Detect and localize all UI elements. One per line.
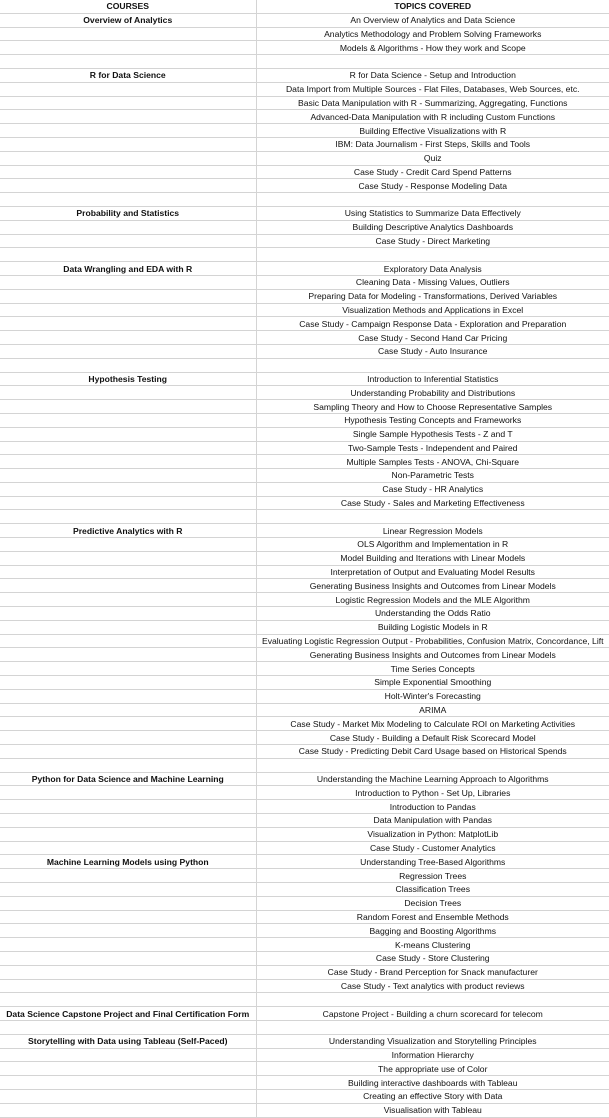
topic-cell[interactable]: Quiz bbox=[256, 151, 609, 165]
topic-cell[interactable] bbox=[256, 193, 609, 207]
table-row bbox=[0, 358, 609, 372]
table-row bbox=[0, 275, 609, 289]
course-cell[interactable] bbox=[0, 551, 256, 565]
topic-cell[interactable]: Generating Business Insights and Outcomes from Linear Models bbox=[256, 579, 609, 593]
topic-cell[interactable]: Evaluating Logistic Regression Output - Probabilities, Confusion Matrix, Concordance, Lift bbox=[256, 634, 609, 648]
course-cell[interactable] bbox=[0, 1062, 256, 1076]
course-rows bbox=[0, 13, 609, 1117]
topic-cell[interactable]: Building Descriptive Analytics Dashboards bbox=[256, 220, 609, 234]
course-cell[interactable] bbox=[0, 41, 256, 55]
course-cell[interactable] bbox=[0, 427, 256, 441]
course-cell[interactable] bbox=[0, 179, 256, 193]
topic-cell[interactable] bbox=[256, 358, 609, 372]
table-row bbox=[0, 524, 609, 538]
topic-cell[interactable]: Random Forest and Ensemble Methods bbox=[256, 910, 609, 924]
topic-cell[interactable]: The appropriate use of Color bbox=[256, 1062, 609, 1076]
table-row bbox=[0, 883, 609, 897]
table-row bbox=[0, 289, 609, 303]
course-cell[interactable] bbox=[0, 137, 256, 151]
table-row bbox=[0, 27, 609, 41]
topic-cell[interactable] bbox=[256, 248, 609, 262]
course-cell[interactable] bbox=[0, 289, 256, 303]
course-cell[interactable] bbox=[0, 193, 256, 207]
course-cell[interactable] bbox=[0, 1076, 256, 1090]
topic-cell[interactable]: Analytics Methodology and Problem Solving Frameworks bbox=[256, 27, 609, 41]
table-row bbox=[0, 579, 609, 593]
course-cell[interactable] bbox=[0, 441, 256, 455]
topic-cell[interactable]: Case Study - Credit Card Spend Patterns bbox=[256, 165, 609, 179]
course-cell[interactable] bbox=[0, 689, 256, 703]
topic-cell[interactable]: Case Study - Building a Default Risk Scorecard Model bbox=[256, 731, 609, 745]
topic-cell[interactable]: Case Study - Second Hand Car Pricing bbox=[256, 331, 609, 345]
course-cell[interactable] bbox=[0, 703, 256, 717]
table-row bbox=[0, 151, 609, 165]
table-row bbox=[0, 689, 609, 703]
topic-cell[interactable]: Holt-Winter's Forecasting bbox=[256, 689, 609, 703]
course-cell[interactable] bbox=[0, 731, 256, 745]
topic-cell[interactable]: Multiple Samples Tests - ANOVA, Chi-Square bbox=[256, 455, 609, 469]
table-row bbox=[0, 910, 609, 924]
table-row bbox=[0, 786, 609, 800]
course-cell[interactable] bbox=[0, 165, 256, 179]
course-cell[interactable]: Hypothesis Testing bbox=[0, 372, 256, 386]
topic-cell[interactable]: Bagging and Boosting Algorithms bbox=[256, 924, 609, 938]
course-cell[interactable] bbox=[0, 1048, 256, 1062]
table-row bbox=[0, 496, 609, 510]
table-row bbox=[0, 220, 609, 234]
course-cell[interactable] bbox=[0, 965, 256, 979]
topic-cell[interactable]: Two-Sample Tests - Independent and Paired bbox=[256, 441, 609, 455]
table-row bbox=[0, 745, 609, 759]
topic-cell[interactable]: ARIMA bbox=[256, 703, 609, 717]
table-row bbox=[0, 993, 609, 1007]
table-row bbox=[0, 13, 609, 27]
topic-cell[interactable]: Case Study - Predicting Debit Card Usage based on Historical Spends bbox=[256, 745, 609, 759]
topic-cell[interactable]: Building interactive dashboards with Tableau bbox=[256, 1076, 609, 1090]
topics-header[interactable]: TOPICS COVERED bbox=[256, 0, 609, 13]
table-row bbox=[0, 1020, 609, 1034]
course-cell[interactable] bbox=[0, 620, 256, 634]
table-row bbox=[0, 924, 609, 938]
course-cell[interactable]: Probability and Statistics bbox=[0, 206, 256, 220]
course-cell[interactable] bbox=[0, 607, 256, 621]
topic-cell[interactable] bbox=[256, 1020, 609, 1034]
topic-cell[interactable]: K-means Clustering bbox=[256, 938, 609, 952]
table-row bbox=[0, 510, 609, 524]
table-row bbox=[0, 206, 609, 220]
table-row bbox=[0, 648, 609, 662]
topic-cell[interactable]: Decision Trees bbox=[256, 896, 609, 910]
topic-cell[interactable]: Case Study - Brand Perception for Snack manufacturer bbox=[256, 965, 609, 979]
course-cell[interactable] bbox=[0, 27, 256, 41]
topic-cell[interactable]: Case Study - Direct Marketing bbox=[256, 234, 609, 248]
table-row bbox=[0, 538, 609, 552]
course-cell[interactable] bbox=[0, 303, 256, 317]
topic-cell[interactable]: Understanding the Odds Ratio bbox=[256, 607, 609, 621]
course-cell[interactable] bbox=[0, 924, 256, 938]
table-row bbox=[0, 96, 609, 110]
topic-cell[interactable]: Understanding Probability and Distributions bbox=[256, 386, 609, 400]
topic-cell[interactable]: Model Building and Iterations with Linear Models bbox=[256, 551, 609, 565]
course-cell[interactable]: Overview of Analytics bbox=[0, 13, 256, 27]
topic-cell[interactable]: Data Manipulation with Pandas bbox=[256, 814, 609, 828]
course-cell[interactable] bbox=[0, 662, 256, 676]
table-row bbox=[0, 717, 609, 731]
table-row bbox=[0, 565, 609, 579]
topic-cell[interactable]: Understanding Tree-Based Algorithms bbox=[256, 855, 609, 869]
table-row bbox=[0, 413, 609, 427]
course-cell[interactable]: Data Wrangling and EDA with R bbox=[0, 262, 256, 276]
course-cell[interactable] bbox=[0, 496, 256, 510]
table-row bbox=[0, 82, 609, 96]
course-cell[interactable] bbox=[0, 593, 256, 607]
table-row bbox=[0, 593, 609, 607]
course-cell[interactable] bbox=[0, 565, 256, 579]
topic-cell[interactable]: Case Study - Sales and Marketing Effectiveness bbox=[256, 496, 609, 510]
topic-cell[interactable]: Case Study - Store Clustering bbox=[256, 951, 609, 965]
topic-cell[interactable]: An Overview of Analytics and Data Science bbox=[256, 13, 609, 27]
table-row bbox=[0, 165, 609, 179]
table-row bbox=[0, 110, 609, 124]
table-row bbox=[0, 869, 609, 883]
table-row bbox=[0, 979, 609, 993]
course-cell[interactable] bbox=[0, 993, 256, 1007]
table-row bbox=[0, 427, 609, 441]
table-row bbox=[0, 482, 609, 496]
table-row bbox=[0, 731, 609, 745]
topic-cell[interactable]: Using Statistics to Summarize Data Effectively bbox=[256, 206, 609, 220]
topic-cell[interactable] bbox=[256, 55, 609, 69]
table-row bbox=[0, 386, 609, 400]
topic-cell[interactable]: Classification Trees bbox=[256, 883, 609, 897]
course-cell[interactable] bbox=[0, 55, 256, 69]
topic-cell[interactable]: Regression Trees bbox=[256, 869, 609, 883]
course-cell[interactable] bbox=[0, 1103, 256, 1117]
course-cell[interactable] bbox=[0, 786, 256, 800]
topic-cell[interactable]: Capstone Project - Building a churn scorecard for telecom bbox=[256, 1007, 609, 1021]
topic-cell[interactable]: Linear Regression Models bbox=[256, 524, 609, 538]
topic-cell[interactable]: Case Study - HR Analytics bbox=[256, 482, 609, 496]
table-row bbox=[0, 262, 609, 276]
topic-cell[interactable]: Case Study - Customer Analytics bbox=[256, 841, 609, 855]
table-row bbox=[0, 896, 609, 910]
course-cell[interactable] bbox=[0, 275, 256, 289]
table-row bbox=[0, 303, 609, 317]
table-row bbox=[0, 676, 609, 690]
courses-header[interactable]: COURSES bbox=[0, 0, 256, 13]
table-row bbox=[0, 1062, 609, 1076]
topic-cell[interactable]: Creating an effective Story with Data bbox=[256, 1089, 609, 1103]
table-row bbox=[0, 234, 609, 248]
course-cell[interactable] bbox=[0, 469, 256, 483]
course-cell[interactable] bbox=[0, 579, 256, 593]
table-row bbox=[0, 441, 609, 455]
course-cell[interactable] bbox=[0, 482, 256, 496]
topic-cell[interactable]: Models & Algorithms - How they work and Scope bbox=[256, 41, 609, 55]
table-row bbox=[0, 469, 609, 483]
table-row bbox=[0, 193, 609, 207]
course-cell[interactable] bbox=[0, 648, 256, 662]
course-cell[interactable] bbox=[0, 331, 256, 345]
course-cell[interactable]: Machine Learning Models using Python bbox=[0, 855, 256, 869]
topic-cell[interactable]: Logistic Regression Models and the MLE Algorithm bbox=[256, 593, 609, 607]
course-cell[interactable] bbox=[0, 951, 256, 965]
course-cell[interactable] bbox=[0, 413, 256, 427]
table-row bbox=[0, 179, 609, 193]
topic-cell[interactable]: Introduction to Python - Set Up, Libraries bbox=[256, 786, 609, 800]
topic-cell[interactable]: OLS Algorithm and Implementation in R bbox=[256, 538, 609, 552]
topic-cell[interactable]: Information Hierarchy bbox=[256, 1048, 609, 1062]
course-cell[interactable] bbox=[0, 234, 256, 248]
topic-cell[interactable]: Building Effective Visualizations with R bbox=[256, 124, 609, 138]
table-row bbox=[0, 1034, 609, 1048]
course-cell[interactable] bbox=[0, 151, 256, 165]
table-row bbox=[0, 1048, 609, 1062]
topic-cell[interactable]: R for Data Science - Setup and Introduction bbox=[256, 68, 609, 82]
topic-cell[interactable]: Cleaning Data - Missing Values, Outliers bbox=[256, 275, 609, 289]
topic-cell[interactable]: Case Study - Auto Insurance bbox=[256, 344, 609, 358]
course-cell[interactable] bbox=[0, 869, 256, 883]
topic-cell[interactable]: Hypothesis Testing Concepts and Frameworks bbox=[256, 413, 609, 427]
course-cell[interactable] bbox=[0, 510, 256, 524]
table-row bbox=[0, 620, 609, 634]
topic-cell[interactable] bbox=[256, 758, 609, 772]
table-row bbox=[0, 827, 609, 841]
topic-cell[interactable]: Introduction to Pandas bbox=[256, 800, 609, 814]
course-cell[interactable]: Data Science Capstone Project and Final Certification Form bbox=[0, 1007, 256, 1021]
table-row bbox=[0, 634, 609, 648]
table-row bbox=[0, 951, 609, 965]
table-row bbox=[0, 400, 609, 414]
topic-cell[interactable]: Sampling Theory and How to Choose Representative Samples bbox=[256, 400, 609, 414]
course-cell[interactable] bbox=[0, 745, 256, 759]
course-cell[interactable] bbox=[0, 896, 256, 910]
table-row bbox=[0, 551, 609, 565]
table-row bbox=[0, 317, 609, 331]
table-row bbox=[0, 841, 609, 855]
table-row bbox=[0, 800, 609, 814]
course-cell[interactable] bbox=[0, 883, 256, 897]
course-cell[interactable] bbox=[0, 1089, 256, 1103]
table-row bbox=[0, 965, 609, 979]
course-cell[interactable] bbox=[0, 1020, 256, 1034]
table-row bbox=[0, 772, 609, 786]
course-cell[interactable] bbox=[0, 758, 256, 772]
course-cell[interactable]: Python for Data Science and Machine Learning bbox=[0, 772, 256, 786]
course-cell[interactable] bbox=[0, 82, 256, 96]
topic-cell[interactable]: Advanced-Data Manipulation with R including Custom Functions bbox=[256, 110, 609, 124]
course-cell[interactable] bbox=[0, 676, 256, 690]
table-row bbox=[0, 1103, 609, 1117]
topic-cell[interactable]: Interpretation of Output and Evaluating Model Results bbox=[256, 565, 609, 579]
table-row bbox=[0, 372, 609, 386]
course-cell[interactable] bbox=[0, 841, 256, 855]
header-row bbox=[0, 0, 609, 13]
topic-cell[interactable]: Basic Data Manipulation with R - Summarizing, Aggregating, Functions bbox=[256, 96, 609, 110]
topic-cell[interactable]: Building Logistic Models in R bbox=[256, 620, 609, 634]
table-row bbox=[0, 1089, 609, 1103]
topic-cell[interactable] bbox=[256, 993, 609, 1007]
course-cell[interactable] bbox=[0, 344, 256, 358]
topic-cell[interactable]: Time Series Concepts bbox=[256, 662, 609, 676]
topic-cell[interactable]: Generating Business Insights and Outcomes from Linear Models bbox=[256, 648, 609, 662]
course-cell[interactable] bbox=[0, 317, 256, 331]
table-row bbox=[0, 41, 609, 55]
topic-cell[interactable]: Visualization Methods and Applications in Excel bbox=[256, 303, 609, 317]
topic-cell[interactable]: Case Study - Response Modeling Data bbox=[256, 179, 609, 193]
course-cell[interactable] bbox=[0, 634, 256, 648]
table-row bbox=[0, 855, 609, 869]
table-row bbox=[0, 662, 609, 676]
course-cell[interactable]: Predictive Analytics with R bbox=[0, 524, 256, 538]
course-cell[interactable] bbox=[0, 455, 256, 469]
course-cell[interactable] bbox=[0, 979, 256, 993]
topic-cell[interactable]: Visualization in Python: MatplotLib bbox=[256, 827, 609, 841]
table-row bbox=[0, 455, 609, 469]
topic-cell[interactable]: Visualisation with Tableau bbox=[256, 1103, 609, 1117]
topic-cell[interactable]: Case Study - Text analytics with product reviews bbox=[256, 979, 609, 993]
table-row bbox=[0, 248, 609, 262]
course-cell[interactable] bbox=[0, 538, 256, 552]
course-cell[interactable] bbox=[0, 386, 256, 400]
course-cell[interactable] bbox=[0, 938, 256, 952]
topic-cell[interactable]: Data Import from Multiple Sources - Flat Files, Databases, Web Sources, etc. bbox=[256, 82, 609, 96]
course-cell[interactable] bbox=[0, 248, 256, 262]
topic-cell[interactable]: Case Study - Campaign Response Data - Exploration and Preparation bbox=[256, 317, 609, 331]
topic-cell[interactable] bbox=[256, 510, 609, 524]
course-cell[interactable] bbox=[0, 96, 256, 110]
course-cell[interactable] bbox=[0, 220, 256, 234]
course-cell[interactable] bbox=[0, 358, 256, 372]
course-cell[interactable] bbox=[0, 124, 256, 138]
course-cell[interactable]: R for Data Science bbox=[0, 68, 256, 82]
course-cell[interactable] bbox=[0, 800, 256, 814]
topic-cell[interactable]: Non-Parametric Tests bbox=[256, 469, 609, 483]
table-row bbox=[0, 758, 609, 772]
course-cell[interactable] bbox=[0, 814, 256, 828]
course-cell[interactable] bbox=[0, 110, 256, 124]
topic-cell[interactable]: Preparing Data for Modeling - Transformations, Derived Variables bbox=[256, 289, 609, 303]
table-row bbox=[0, 137, 609, 151]
topic-cell[interactable]: Understanding the Machine Learning Approach to Algorithms bbox=[256, 772, 609, 786]
course-cell[interactable] bbox=[0, 910, 256, 924]
course-cell[interactable] bbox=[0, 827, 256, 841]
topic-cell[interactable]: Simple Exponential Smoothing bbox=[256, 676, 609, 690]
course-cell[interactable] bbox=[0, 717, 256, 731]
table-row bbox=[0, 55, 609, 69]
table-row bbox=[0, 1076, 609, 1090]
topic-cell[interactable]: Case Study - Market Mix Modeling to Calculate ROI on Marketing Activities bbox=[256, 717, 609, 731]
table-row bbox=[0, 814, 609, 828]
table-row bbox=[0, 68, 609, 82]
topic-cell[interactable]: Introduction to Inferential Statistics bbox=[256, 372, 609, 386]
topic-cell[interactable]: Exploratory Data Analysis bbox=[256, 262, 609, 276]
table-row bbox=[0, 124, 609, 138]
table-row bbox=[0, 331, 609, 345]
topic-cell[interactable]: Understanding Visualization and Storytelling Principles bbox=[256, 1034, 609, 1048]
table-row bbox=[0, 703, 609, 717]
topic-cell[interactable]: IBM: Data Journalism - First Steps, Skills and Tools bbox=[256, 137, 609, 151]
table-row bbox=[0, 1007, 609, 1021]
table-row bbox=[0, 938, 609, 952]
topic-cell[interactable]: Single Sample Hypothesis Tests - Z and T bbox=[256, 427, 609, 441]
table-row bbox=[0, 344, 609, 358]
course-cell[interactable]: Storytelling with Data using Tableau (Self-Paced) bbox=[0, 1034, 256, 1048]
course-cell[interactable] bbox=[0, 400, 256, 414]
table-row bbox=[0, 607, 609, 621]
